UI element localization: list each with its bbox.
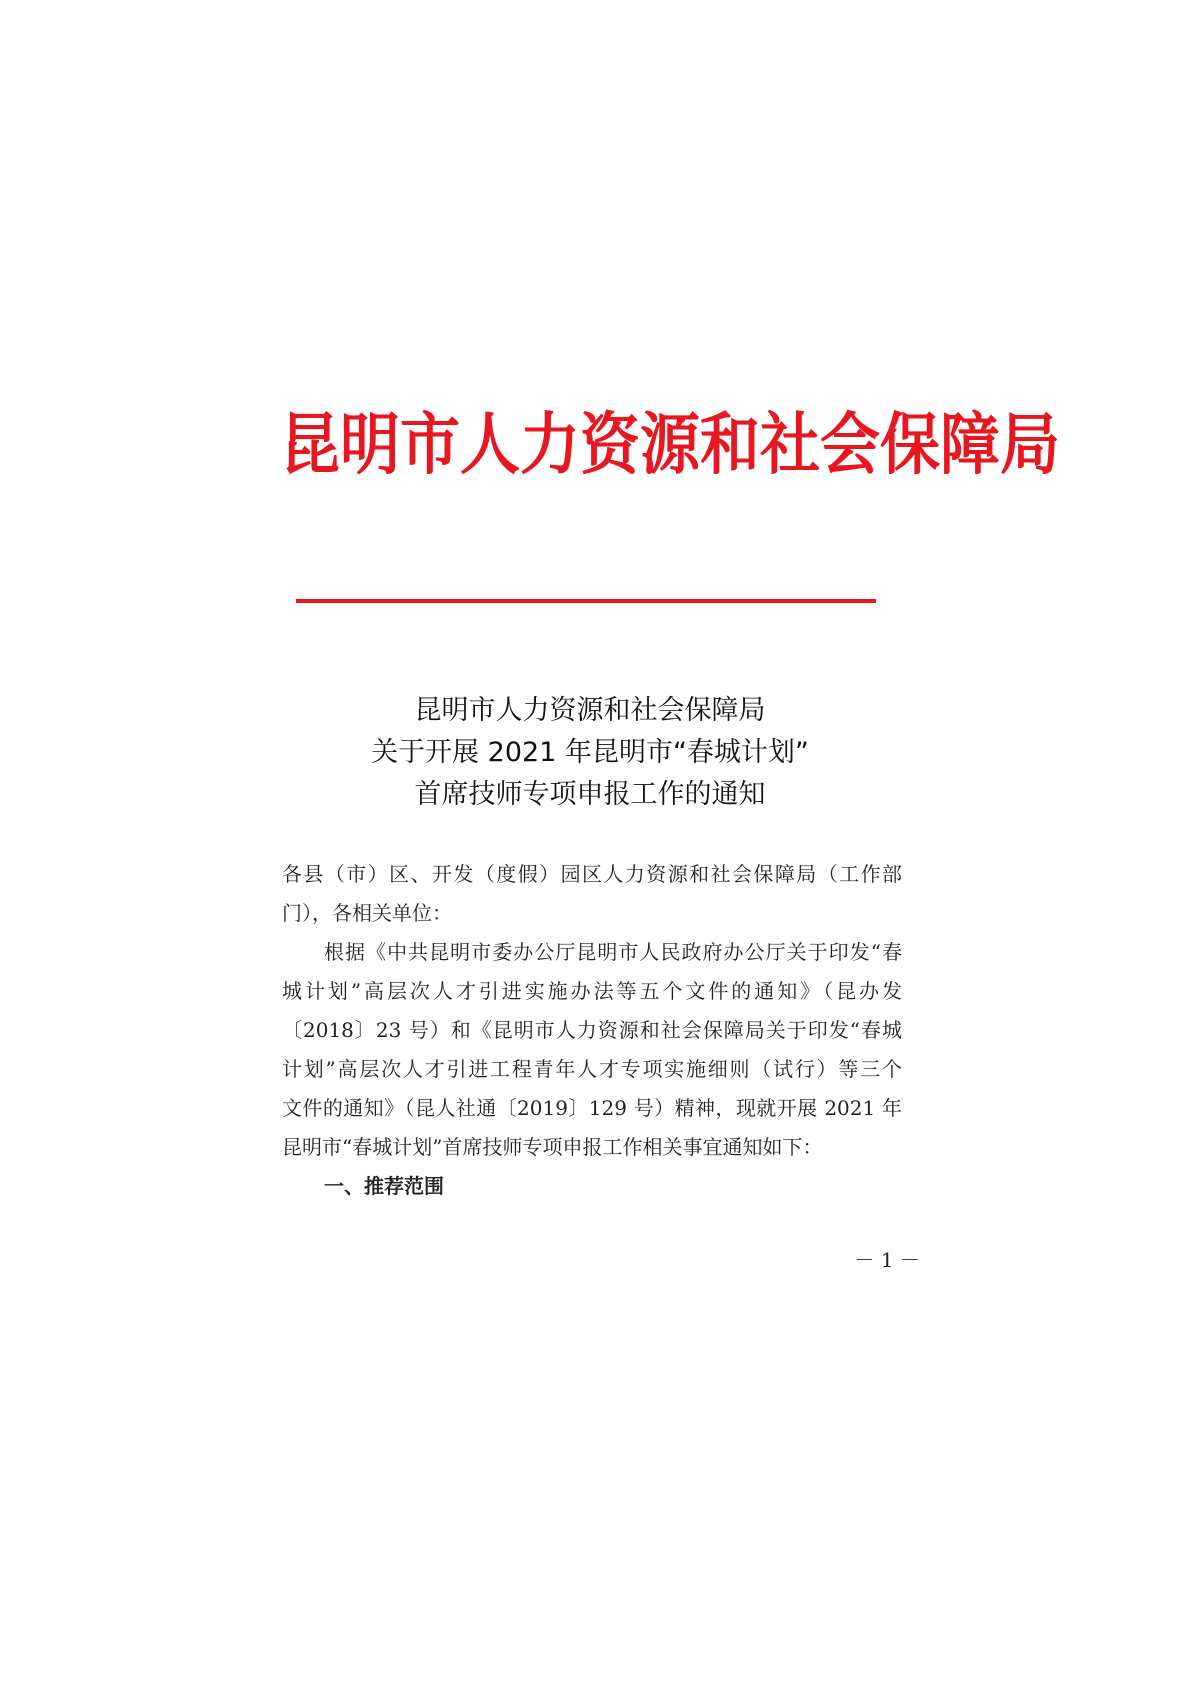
paragraph-line-2: 城计划”高层次人才引进实施办法等五个文件的通知》（昆办发 bbox=[282, 979, 902, 1003]
agency-letterhead-title: 昆明市人力资源和社会保障局 bbox=[280, 405, 1060, 485]
document-title-line-2: 关于开展 2021 年昆明市“春城计划” bbox=[371, 737, 809, 768]
document-title bbox=[280, 690, 900, 816]
document-title-line-1: 昆明市人力资源和社会保障局 bbox=[414, 695, 766, 726]
paragraph-line-4: 计划”高层次人才引进工程青年人才专项实施细则（试行）等三个 bbox=[282, 1057, 902, 1081]
paragraph-line-5: 文件的通知》（昆人社通〔2019〕129 号）精神，现就开展 2021 年 bbox=[282, 1096, 902, 1120]
addressee-line-2: 门），各相关单位： bbox=[282, 901, 452, 925]
document-body bbox=[282, 855, 902, 1206]
section-heading: 一、推荐范围 bbox=[324, 1174, 444, 1198]
addressee-line-1: 各县（市）区、开发（度假）园区人力资源和社会保障局（工作部 bbox=[282, 862, 902, 886]
document-title-line-3: 首席技师专项申报工作的通知 bbox=[414, 779, 766, 810]
paragraph-line-6: 昆明市“春城计划”首席技师专项申报工作相关事宜通知如下： bbox=[282, 1135, 823, 1159]
paragraph-line-1: 根据《中共昆明市委办公厅昆明市人民政府办公厅关于印发“春 bbox=[324, 940, 902, 964]
letterhead-red-rule bbox=[296, 599, 876, 603]
page-number: － 1 － bbox=[854, 1248, 920, 1272]
paragraph-line-3: 〔2018〕23 号）和《昆明市人力资源和社会保障局关于印发“春城 bbox=[282, 1018, 902, 1042]
